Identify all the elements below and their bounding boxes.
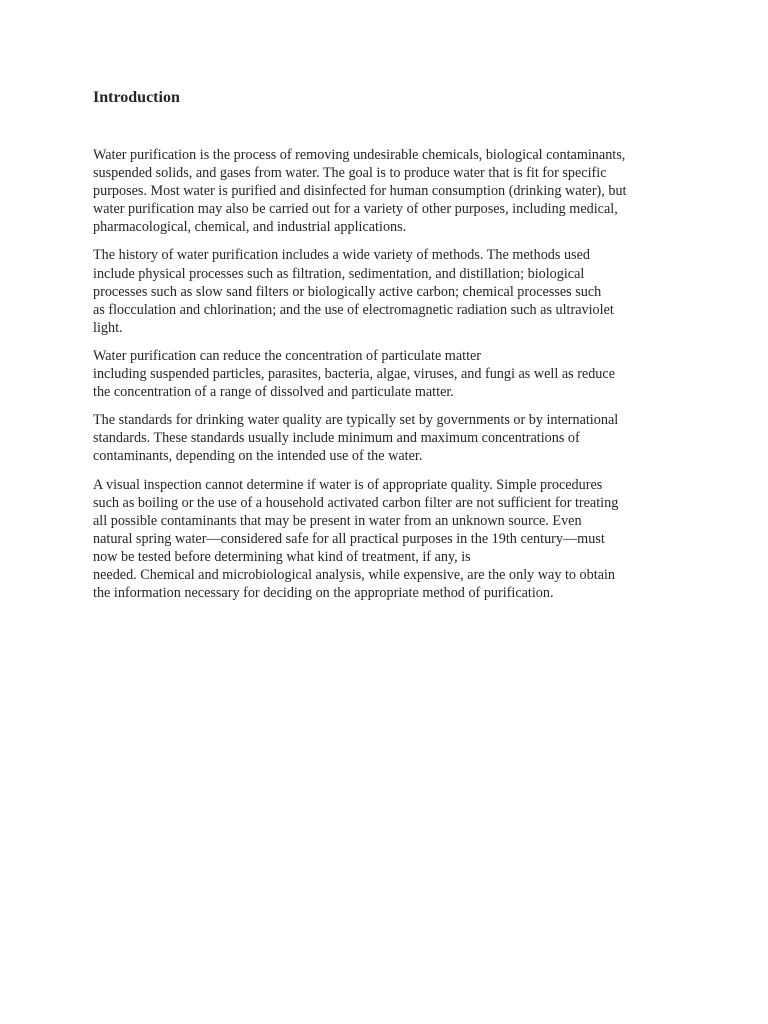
text-line: processes such as slow sand filters or biologically active carbon; chemical processes such: [93, 283, 602, 300]
text-line: standards. These standards usually include minimum and maximum concentrations of: [93, 430, 580, 447]
document-page: [93, 88, 677, 612]
paragraph-standards: [93, 411, 677, 465]
text-line: the concentration of a range of dissolved and particulate matter.: [93, 384, 454, 401]
text-line: A visual inspection cannot determine if water is of appropriate quality. Simple procedures: [93, 476, 603, 493]
text-line: The standards for drinking water quality are typically set by governments or by international: [93, 412, 619, 429]
text-line: the information necessary for deciding on the appropriate method of purification.: [93, 585, 554, 602]
text-line: needed. Chemical and microbiological analysis, while expensive, are the only way to obtain: [93, 566, 616, 583]
text-line: including suspended particles, parasites, bacteria, algae, viruses, and fungi as well as reduce: [93, 366, 615, 383]
paragraph-particulates: [93, 347, 677, 401]
text-line: pharmacological, chemical, and industrial applications.: [93, 219, 407, 236]
text-line: suspended solids, and gases from water. The goal is to produce water that is fit for specific: [93, 165, 607, 182]
text-line: as flocculation and chlorination; and the use of electromagnetic radiation such as ultraviolet: [93, 301, 614, 318]
text-line: light.: [93, 319, 123, 336]
text-line: include physical processes such as filtration, sedimentation, and distillation; biological: [93, 265, 585, 282]
text-line: water purification may also be carried out for a variety of other purposes, including medical,: [93, 201, 618, 218]
text-line: now be tested before determining what kind of treatment, if any, is: [93, 548, 471, 565]
text-line: Water purification can reduce the concentration of particulate matter: [93, 347, 482, 364]
text-line: purposes. Most water is purified and disinfected for human consumption (drinking water), but: [93, 183, 627, 200]
text-line: Water purification is the process of removing undesirable chemicals, biological contaminants,: [93, 147, 626, 163]
text-line: natural spring water—considered safe for all practical purposes in the 19th century—must: [93, 530, 605, 547]
paragraph-definition: [93, 146, 677, 236]
text-line: all possible contaminants that may be present in water from an unknown source. Even: [93, 512, 582, 529]
paragraph-inspection: [93, 476, 677, 603]
paragraph-history: [93, 246, 677, 336]
text-line: contaminants, depending on the intended use of the water.: [93, 448, 423, 465]
text-line: The history of water purification includes a wide variety of methods. The methods used: [93, 247, 590, 264]
section-heading: Introduction: [93, 89, 180, 106]
text-line: such as boiling or the use of a household activated carbon filter are not sufficient for treating: [93, 494, 619, 511]
